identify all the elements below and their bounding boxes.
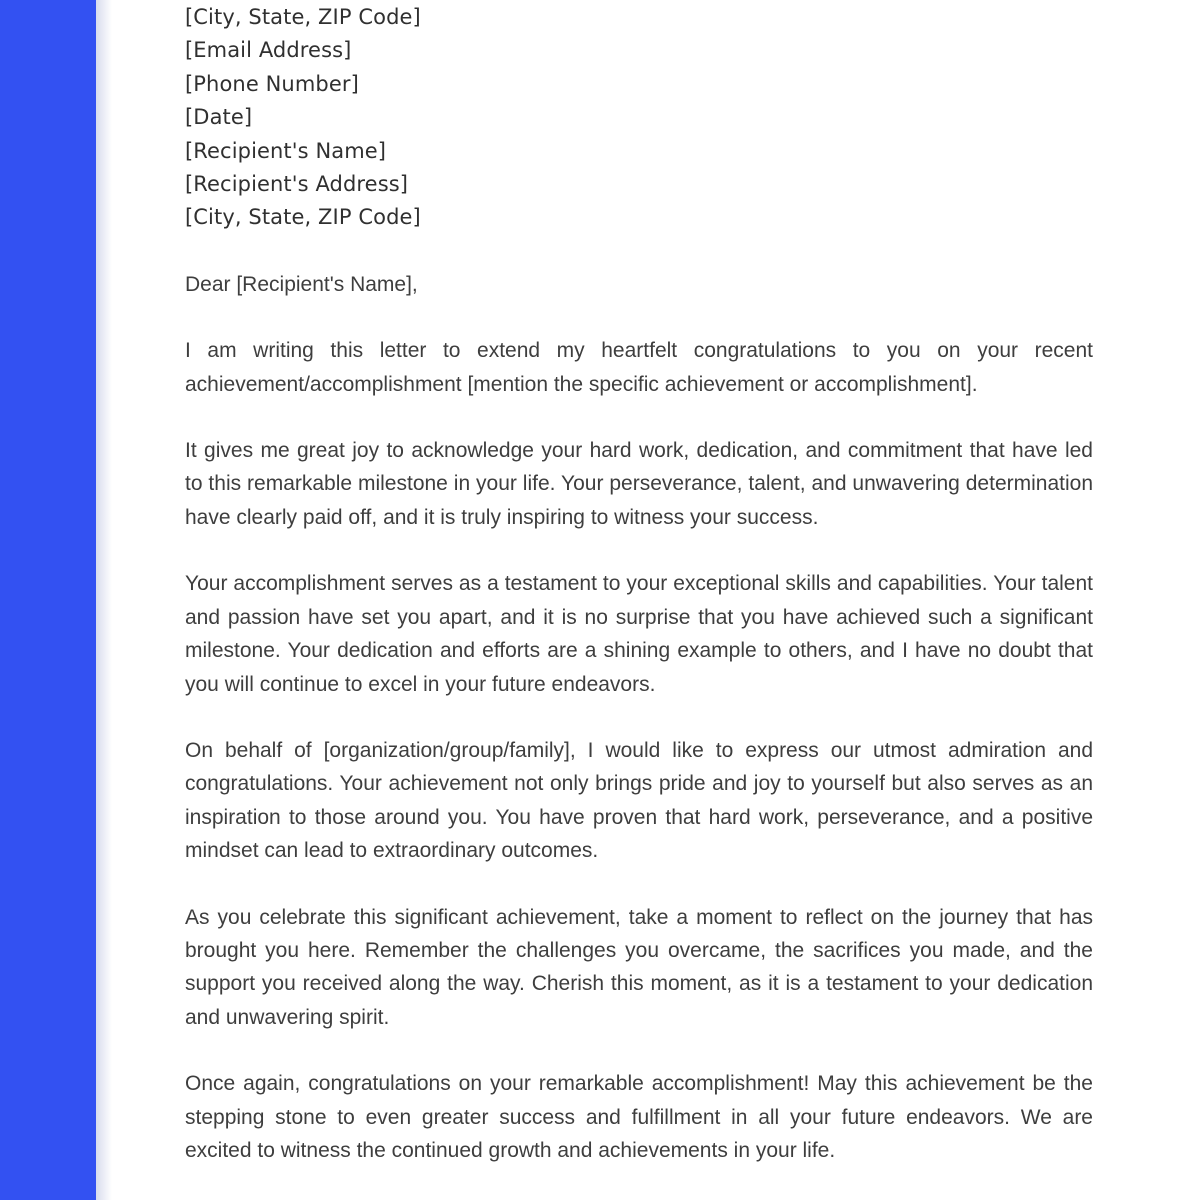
address-header-block [185, 0, 1093, 235]
letter-paragraph-on-behalf: On behalf of [organization/group/family], I would like to express our utmost admiration and congratulations. Your achievement not only brings pride and joy to yourself but also serves as an inspiration to those around you. You have proven that hard work, perseverance, and a positive mindset can lead to extraordinary outcomes. [185, 738, 1093, 863]
left-accent-bar [0, 0, 96, 1200]
recipient-address-line: [Recipient's Address] [185, 172, 409, 197]
letter-paragraph-acknowledgement: It gives me great joy to acknowledge your hard work, dedication, and commitment that have led to this remarkable milestone in your life. Your perseverance, talent, and unwavering determination have clearly paid off, and it is truly inspiring to witness your success. [185, 439, 1093, 529]
salutation: Dear [Recipient's Name], [185, 272, 418, 296]
letter-paragraph-testament: Your accomplishment serves as a testament to your exceptional skills and capabilities. Your talent and passion have set you apart, and it is no surprise that you have achieved such a significant milestone. Your dedication and efforts are a shining example to others, and I have no doubt that you will continue to excel in your future endeavors. [185, 572, 1093, 696]
email-address-line: [Email Address] [185, 38, 352, 63]
page-edge-shadow [96, 0, 112, 1200]
date-line: [Date] [185, 105, 253, 130]
recipient-name-line: [Recipient's Name] [185, 138, 387, 163]
letter-paragraph-intro: I am writing this letter to extend my heartfelt congratulations to you on your recent achievement/accomplishment [mention the specific achievement or accomplishment]. [185, 339, 1093, 396]
letter-paragraph-closing: Once again, congratulations on your remarkable accomplishment! May this achievement be the stepping stone to even greater success and fulfillment in all your future endeavors. We are excited to witness the continued growth and achievements in your life. [185, 1072, 1093, 1162]
phone-number-line: [Phone Number] [185, 71, 359, 96]
letter-body [185, 0, 1093, 1167]
sender-city-state-zip-line: [City, State, ZIP Code] [185, 5, 421, 29]
recipient-city-state-zip-line: [City, State, ZIP Code] [185, 205, 421, 230]
letter-paragraph-reflection: As you celebrate this significant achievement, take a moment to reflect on the journey that has brought you here. Remember the challenges you overcame, the sacrifices you made, and the support you received along the way. Cherish this moment, as it is a testament to your dedication and unwavering spirit. [185, 905, 1093, 1029]
